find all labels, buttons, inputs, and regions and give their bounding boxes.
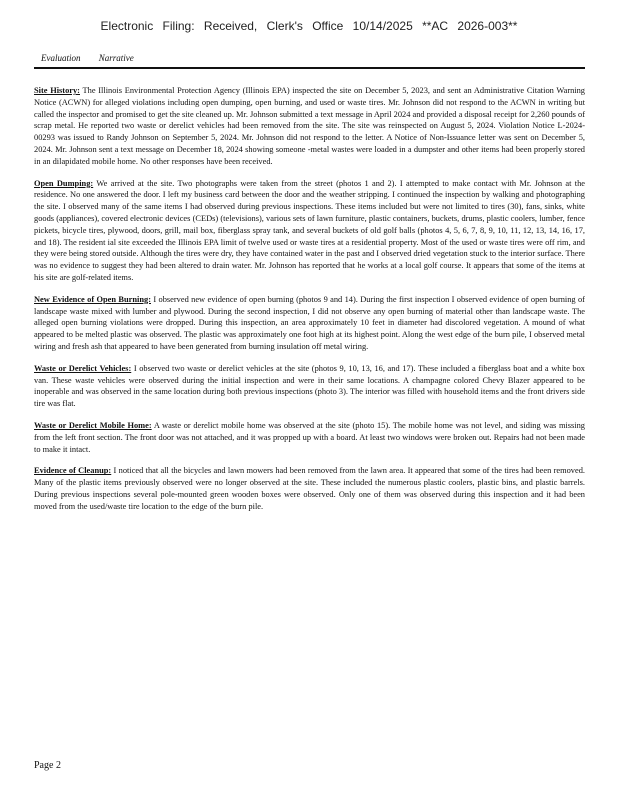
page-number: Page 2 (34, 760, 61, 771)
section-derelict-vehicles (34, 363, 585, 410)
section-text: I observed new evidence of open burning (photos 9 and 14). During the first inspection I observed evidence of open burning of landscape waste mixed with lumber and plywood. During the second inspection, I did not observe any open burning of material other than landscape waste. The alleged open burning violations were dropped. During this inspection, an area approximately 10 feet in diameter had discolored vegetation. A mound of what appeared to be melted plastic was observed. The plastic was approximately one foot high at its highest point. Along the west edge of the burn pile, I observed metal wiring and fresh ash that appeared to have been generated from burning insulation off metal wiring. (34, 294, 585, 351)
narrative-body (34, 85, 585, 523)
header-rule (34, 67, 585, 69)
subheader-narrative: Narrative (98, 53, 134, 63)
section-open-burning (34, 294, 585, 353)
section-heading: Evidence of Cleanup: (34, 466, 112, 476)
section-open-dumping (34, 178, 585, 284)
section-mobile-home (34, 420, 585, 455)
section-heading: New Evidence of Open Burning: (34, 294, 151, 304)
section-text: I observed two waste or derelict vehicles at the site (photos 9, 10, 13, 16, and 17). These included a fiberglass boat and a white box van. These waste vehicles were observed during the initial inspection and were in their same locations. A champagne colored Chevy Blazer appeared to be inoperable and was observed in the same location during both previous inspections (photo 3). The interior was filled with household items and the front drivers side tire was flat. (34, 363, 585, 409)
filing-stamp-header: Electronic Filing: Received, Clerk's Office 10/14/2025 **AC 2026-003** (100, 19, 518, 33)
section-heading: Site History: (34, 86, 80, 95)
section-site-history (34, 85, 585, 168)
subheader-evaluation: Evaluation (41, 53, 81, 63)
document-subheader (41, 53, 150, 63)
section-text: A waste or derelict mobile home was observed at the site (photo 15). The mobile home was not level, and siding was missing from the left front section. The front door was not attached, and it was propped up with a board. At least two windows were broken out. Repairs had not been made to make it intact. (34, 420, 585, 454)
section-heading: Waste or Derelict Vehicles: (34, 363, 132, 373)
section-text: The Illinois Environmental Protection Agency (Illinois EPA) inspected the site on December 5, 2023, and sent an Administrative Citation Warning Notice (ACWN) for alleged violations including open dumping, open burning, and used or waste tires. Mr. Johnson did not respond to the ACWN in writing but called the inspector and promised to get the site cleaned up. Mr. Johnson submitted a text message in April 2024 and provided a disposal receipt for 2,260 pounds of scrap metal. He reported two waste or derelict vehicles had been removed from the site. The site was reinspected on August 5, 2024. Violation Notice L-2024-00293 was issued to Randy Johnson on September 5, 2024. Mr. Johnson did not respond to the letter. A Notice of Non-Issuance letter was sent on December 5, 2024. Mr. Johnson sent a text message on December 18, 2024 showing someone -metal wastes were loaded in a dumpster and other items had been properly stored in an dilapidated mobile home. No other responses have been received. (34, 86, 585, 166)
section-cleanup (34, 465, 585, 512)
section-heading: Open Dumping: (34, 178, 94, 188)
section-text: I noticed that all the bicycles and lawn mowers had been removed from the lawn area. It appeared that some of the tires had been removed. Many of the plastic items previously observed were no longer observed at the site. These included the numerous plastic coolers, plastic bins, and plastic barrels. During previous inspections several pole-mounted green wooden boxes were observed. Only one of them was observed during this inspection and it had been moved from the used/waste tire location to the edge of the burn pile. (34, 466, 585, 511)
section-heading: Waste or Derelict Mobile Home: (34, 420, 152, 430)
section-text: We arrived at the site. Two photographs were taken from the street (photos 1 and 2). I attempted to make contact with Mr. Johnson at the residence. No one answered the door. I left my business card between the door and the weather stripping. I continued the inspection by walking and photographing the site. I observed many of the same items I had observed during previous inspections. These items included but were not limited to tires (30), fans, sinks, white goods (appliances), covered electronic devices (CEDs) (televisions), various sets of lawn furniture, plastic containers, buckets, drums, plastic coolers, lumber, fence pickets, bicycle tires, plywood, doors, grill, mail box, fiberglass spray tank, and several buckets of old golf balls (photos 4, 5, 6, 7, 8, 9, 10, 11, 12, 13, 14, 16, 17, and 18). The resident ial site exceeded the Illinois EPA limit of twelve used or waste tires at a residential property. Most of the used or waste tires were off rim, and they were being stored outside. Although the tires were dry, they have contained water in the past and I observed dried vegetation stuck to the interior surface. There was no evidence to suggest they had been altered to drain water. Mr. Johnson has reported that he works at a local golf course. It appears that some of the items at his site are golf-related items. (34, 178, 585, 282)
